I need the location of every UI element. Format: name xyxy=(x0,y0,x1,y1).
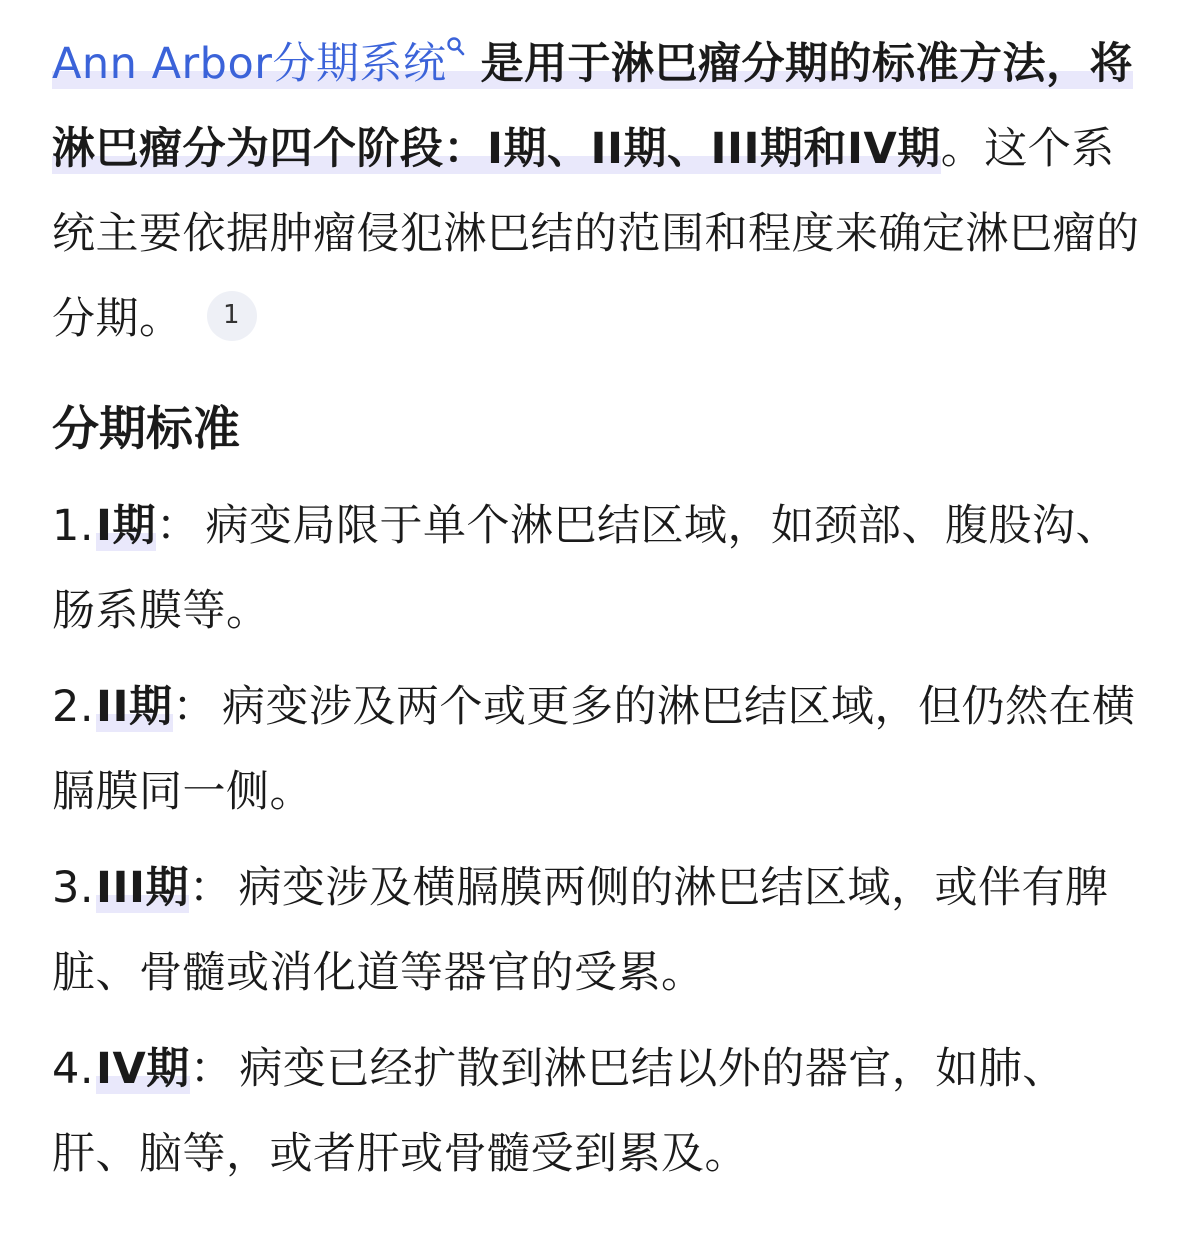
list-number: 3. xyxy=(52,863,95,913)
list-item-stage-3 xyxy=(52,846,1148,1016)
stage-term: II期 xyxy=(96,682,173,732)
section-heading: 分期标准 xyxy=(52,402,240,457)
intro-rest-text: 。这个系统主要依据肿瘤侵犯淋巴结的范围和程度来确定淋巴瘤的分期。 xyxy=(52,124,1140,344)
list-number: 2. xyxy=(52,682,95,732)
list-item-stage-4 xyxy=(52,1027,1148,1197)
stage-term: III期 xyxy=(96,863,190,913)
stage-colon: ： xyxy=(156,501,200,551)
stage-colon: ： xyxy=(189,863,233,913)
list-number: 4. xyxy=(52,1044,95,1094)
stage-term: IV期 xyxy=(96,1044,190,1094)
stage-colon: ： xyxy=(172,682,217,732)
intro-paragraph xyxy=(52,22,1148,362)
stage-term: I期 xyxy=(96,501,157,551)
stage-description: 病变涉及横膈膜两侧的淋巴结区域，或伴有脾脏、骨髓或消化道等器官的受累。 xyxy=(52,863,1109,998)
list-item-stage-2 xyxy=(52,665,1148,835)
list-number: 1. xyxy=(52,501,95,551)
citation-badge[interactable]: 1 xyxy=(207,291,257,341)
intro-bold-text: 是用于淋巴瘤分期的标准方法，将淋巴瘤分为四个阶段：I期、II期、III期和IV期 xyxy=(52,39,1133,174)
stage-description: 病变已经扩散到淋巴结以外的器官，如肺、肝、脑等，或者肝或骨髓受到累及。 xyxy=(52,1044,1066,1179)
ann-arbor-link[interactable]: Ann Arbor分期系统 xyxy=(52,39,480,89)
list-item-stage-1 xyxy=(52,484,1148,654)
search-icon[interactable] xyxy=(446,36,466,60)
stage-description: 病变局限于单个淋巴结区域，如颈部、腹股沟、肠系膜等。 xyxy=(52,501,1120,636)
stage-colon: ： xyxy=(189,1044,234,1094)
stage-list xyxy=(52,484,1148,1197)
stage-description: 病变涉及两个或更多的淋巴结区域，但仍然在横膈膜同一侧。 xyxy=(52,682,1136,817)
